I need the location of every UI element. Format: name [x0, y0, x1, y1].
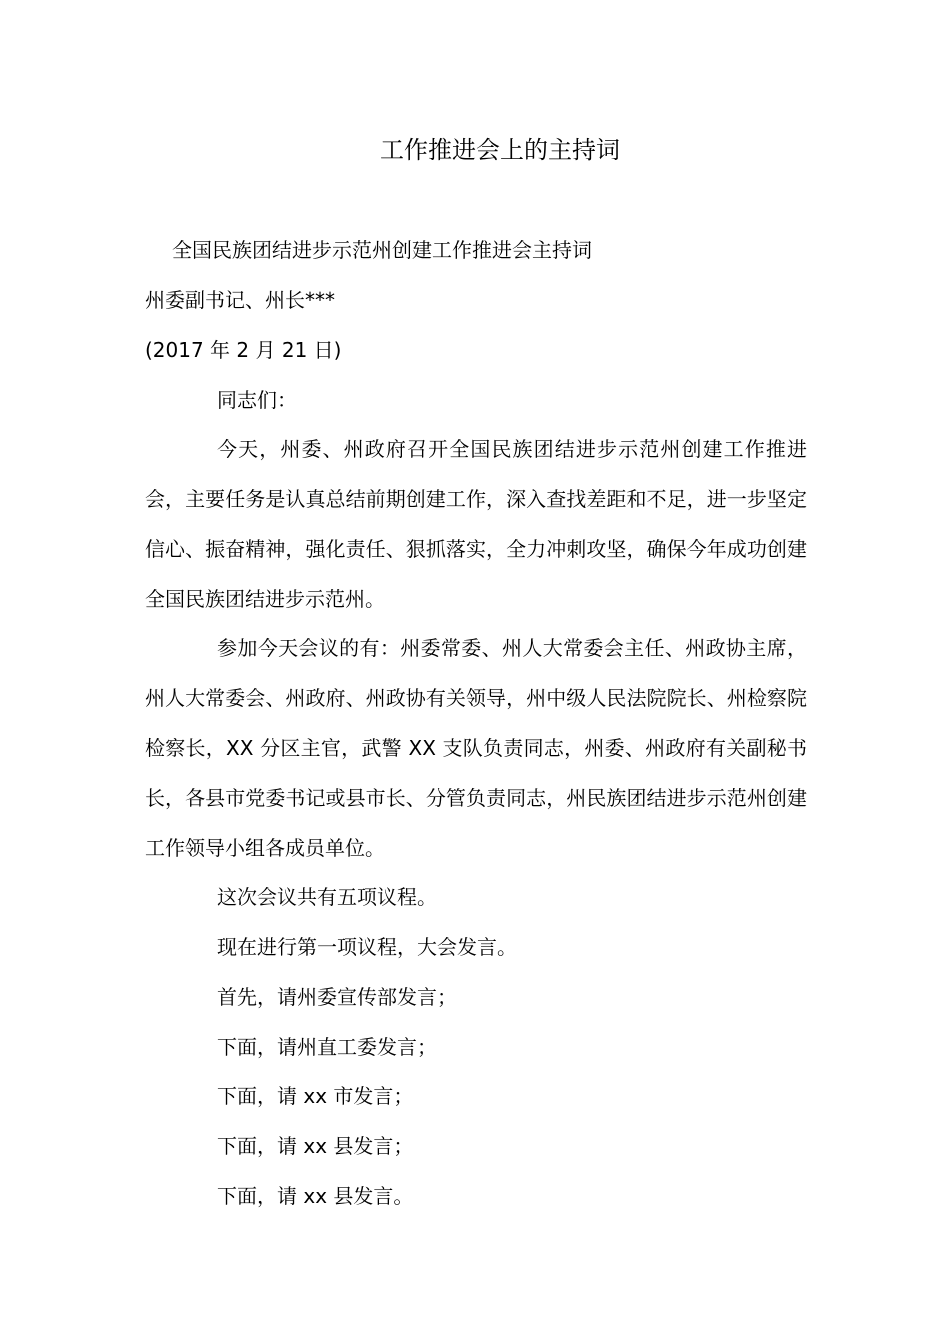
- paragraph-attendees: 参加今天会议的有：州委常委、州人大常委会主任、州政协主席，州人大常委会、州政府、州政协有关领导，州中级人民法院院长、州检察院检察长，XX 分区主官，武警 XX 支队负责同志，州委、州政府有关副秘书长，各县市党委书记或县市长、分管负责同志，州民族团结进步示范州创建工作领导小组各成员单位。: [145, 636, 807, 860]
- agenda-line: 下面，请州直工委发言；: [217, 1035, 437, 1059]
- document-title: 工作推进会上的主持词: [380, 136, 620, 164]
- agenda-line: 现在进行第一项议程，大会发言。: [217, 935, 517, 959]
- agenda-line: 下面，请 xx 县发言。: [217, 1184, 414, 1208]
- salutation: 同志们：: [217, 388, 297, 412]
- paragraph-opening: 今天，州委、州政府召开全国民族团结进步示范州创建工作推进会，主要任务是认真总结前期创建工作，深入查找差距和不足，进一步坚定信心、振奋精神，强化责任、狠抓落实，全力冲刺攻坚，确保今年成功创建全国民族团结进步示范州。: [145, 437, 807, 611]
- agenda-line: 首先，请州委宣传部发言；: [217, 985, 457, 1009]
- agenda-line: 下面，请 xx 县发言；: [217, 1134, 414, 1158]
- agenda-line: 下面，请 xx 市发言；: [217, 1084, 414, 1108]
- document-subtitle: 全国民族团结进步示范州创建工作推进会主持词: [172, 238, 592, 262]
- speaker-line: 州委副书记、州长***: [145, 288, 335, 312]
- agenda-line: 这次会议共有五项议程。: [217, 885, 437, 909]
- date-line: (2017 年 2 月 21 日): [145, 338, 342, 362]
